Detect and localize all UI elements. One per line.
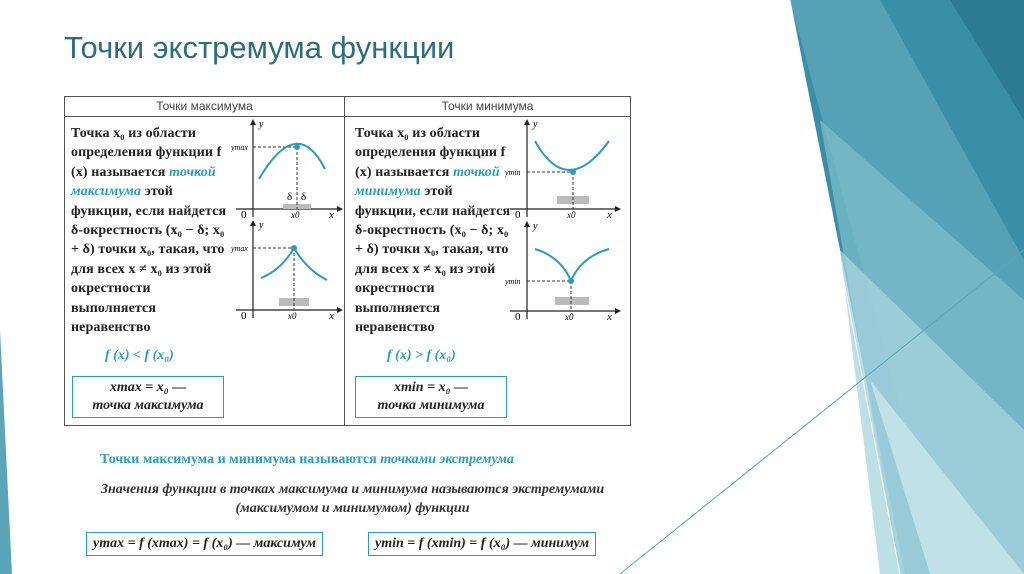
extrema-term: точками экстремума (380, 452, 514, 467)
ymax-label: ymax (231, 143, 248, 152)
minimum-summary-line1: xmin = x₀ — (394, 380, 468, 395)
ymin-label: ymin (505, 168, 521, 177)
minimum-inequality: f (x) > f (x₀) (387, 348, 456, 363)
graph-smooth-minimum (505, 119, 623, 219)
ymax-label: ymax (231, 244, 248, 253)
graph-cusp-maximum (231, 220, 343, 320)
graph-smooth-maximum (231, 119, 343, 219)
y-axis-label: y (259, 119, 264, 130)
minimum-definition-start: Точка x₀ из области определения функции f (x) называется (355, 126, 506, 180)
minimum-formula-box: ymin = f (xmin) = f (x₀) — минимум (368, 532, 596, 556)
x-axis-label: x (329, 209, 334, 219)
maximum-summary-line1: xmax = x₀ — (109, 380, 187, 395)
minimum-summary-line2: точка минимума (377, 398, 485, 413)
x0-label: x0 (565, 312, 574, 321)
x0-label: x0 (288, 311, 297, 320)
minimum-term: точкой минимума (355, 164, 500, 200)
origin-label: 0 (515, 209, 521, 219)
extremum-values-statement: Значения функции в точках максимума и минимума называются экстремумами (максимумом и минимумом) функции (100, 482, 605, 516)
extrema-statement-text: Точки максимума и минимума называются (100, 452, 381, 467)
y-axis-label: y (533, 119, 538, 130)
maximum-summary-line2: точка максимума (92, 398, 204, 413)
maximum-definition-end: этой функции, если найдется δ-окрестность (x₀ − δ; x₀ + δ) точки x₀, такая, что для всех x ≠ x₀ из этой окрестности выполняется неравенство (71, 184, 227, 336)
extrema-statement (100, 452, 514, 468)
maximum-formula-box: ymax = f (xmax) = f (x₀) — максимум (86, 532, 323, 556)
header-maximum: Точки максимума (65, 97, 345, 117)
x0-label: x0 (291, 210, 300, 219)
maximum-inequality: f (x) < f (x₀) (105, 348, 174, 363)
y-axis-label: y (533, 221, 538, 232)
header-minimum: Точки минимума (345, 97, 630, 117)
maximum-summary-box (72, 376, 224, 418)
x0-label: x0 (567, 210, 576, 219)
maximum-term: точкой максимума (71, 164, 216, 200)
origin-label: 0 (241, 209, 247, 219)
x-axis-label: x (607, 311, 612, 321)
maximum-definition-start: Точка x₀ из области определения функции f (x) называется (71, 126, 222, 180)
origin-label: 0 (515, 311, 521, 321)
column-divider (344, 116, 345, 426)
minimum-definition-end: этой функции, если найдется δ-окрестность (x₀ − δ; x₀ + δ) точки x₀, такая, что для всех x ≠ x₀ из этой окрестности выполняется неравенство (355, 184, 511, 336)
ymin-label: ymin (505, 277, 521, 286)
origin-label: 0 (241, 310, 247, 320)
minimum-summary-box (355, 376, 507, 418)
x-axis-label: x (329, 310, 334, 320)
extremum-table (64, 96, 631, 426)
delta-right-label: δ (301, 191, 307, 203)
y-axis-label: y (259, 220, 264, 231)
graph-cusp-minimum (505, 221, 623, 321)
maximum-definition (71, 124, 231, 337)
minimum-definition (355, 124, 515, 337)
x-axis-label: x (607, 209, 612, 219)
slide-title: Точки экстремума функции (64, 30, 455, 65)
delta-left-label: δ (287, 191, 293, 203)
